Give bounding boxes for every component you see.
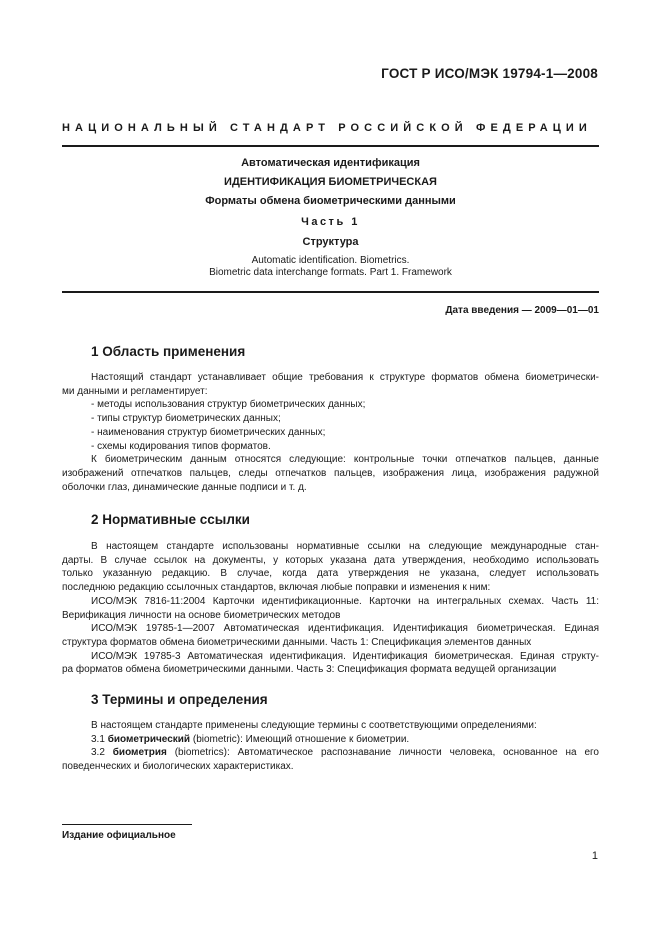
page-number: 1 bbox=[591, 850, 598, 862]
english-title-line-1: Automatic identification. Biometrics. bbox=[251, 255, 410, 266]
english-title-line-2: Biometric data interchange formats. Part 1. Framework bbox=[209, 267, 452, 278]
list-item: - типы структур биометрических данных; bbox=[91, 413, 281, 425]
text-line: Настоящий стандарт устанавливает общие требования к структуре форматов обмена биометрически- bbox=[91, 372, 599, 383]
text-line: В настоящем стандарте применены следующие термины с соответствующими определениями: bbox=[91, 720, 537, 731]
reference-line: ра форматов обмена биометрическими данными. Часть 3: Спецификация формата ведущей организации bbox=[62, 664, 557, 676]
reference-line: структура форматов обмена биометрическими данными. Часть 1: Спецификация элементов данных bbox=[62, 636, 532, 648]
term-definition-text: (biometric): Имеющий отношение к биометрии. bbox=[192, 733, 410, 745]
section-3-body bbox=[62, 719, 599, 774]
list-item: - схемы кодирования типов форматов. bbox=[91, 440, 271, 452]
term-number: 3.1 bbox=[91, 733, 105, 745]
section-2-heading: 2 Нормативные ссылки bbox=[91, 512, 250, 527]
term-definition-continued: поведенческих и биологических характеристиках. bbox=[62, 761, 294, 773]
term-definition bbox=[62, 733, 599, 747]
section-1-heading: 1 Область применения bbox=[91, 344, 246, 359]
text-line: дарты. В случае ссылок на документы, у которых указана дата утверждения, необходимо использовать bbox=[62, 554, 599, 566]
header-rule bbox=[62, 145, 599, 147]
title-subtitle: Структура bbox=[302, 236, 359, 248]
text-line: К биометрическим данным относятся следующие: контрольные точки отпечатков пальцев, данные bbox=[91, 454, 599, 466]
title-part: Часть 1 bbox=[301, 216, 360, 228]
english-title bbox=[62, 255, 599, 279]
text-line: В настоящем стандарте использованы нормативные ссылки на следующие международные стан- bbox=[91, 541, 599, 552]
introduction-date: Дата введения — 2009—01—01 bbox=[445, 305, 599, 316]
reference-line: ИСО/МЭК 19785-1—2007 Автоматическая идентификация. Идентификация биометрическая. Единая bbox=[91, 623, 599, 635]
reference-line: Верификация личности на основе биометрических методов bbox=[62, 609, 341, 621]
title-line-1: Автоматическая идентификация bbox=[241, 157, 420, 169]
official-edition-label: Издание официальное bbox=[62, 830, 176, 841]
text-line: изображений отпечатков пальцев, следы отпечатков пальцев, изображения лица, изображения радужной bbox=[62, 467, 599, 479]
section-2-body bbox=[62, 540, 599, 677]
text-line: оболочки глаз, динамические данные подписи и т. д. bbox=[62, 481, 307, 493]
term-name: биометрия bbox=[112, 747, 167, 759]
document-designation: ГОСТ Р ИСО/МЭК 19794-1—2008 bbox=[381, 66, 598, 81]
term-definition bbox=[62, 746, 599, 760]
title-line-3: Форматы обмена биометрическими данными bbox=[205, 195, 456, 207]
term-number: 3.2 bbox=[91, 747, 105, 759]
list-item: - наименования структур биометрических данных; bbox=[91, 426, 326, 438]
text-line: ми данными и регламентирует: bbox=[62, 385, 208, 397]
title-rule bbox=[62, 291, 599, 293]
section-3-heading: 3 Термины и определения bbox=[91, 692, 268, 707]
term-definition-text: (biometrics): Автоматическое распознавание личности человека, основанное на его bbox=[174, 747, 599, 759]
footer-rule bbox=[62, 824, 192, 825]
reference-line: ИСО/МЭК 7816-11:2004 Карточки идентификационные. Карточки на интегральных схемах. Часть 11: bbox=[91, 595, 599, 607]
reference-line: ИСО/МЭК 19785-3 Автоматическая идентификация. Идентификация биометрическая. Единая структу- bbox=[91, 650, 599, 662]
term-name: биометрический bbox=[107, 733, 191, 745]
national-standard-banner: НАЦИОНАЛЬНЫЙ СТАНДАРТ РОССИЙСКОЙ ФЕДЕРАЦИИ bbox=[62, 122, 592, 134]
text-line: последнюю редакцию ссылочных стандартов, включая любые поправки и изменения к ним: bbox=[62, 582, 491, 594]
list-item: - методы использования структур биометрических данных; bbox=[91, 399, 366, 411]
title-line-2: ИДЕНТИФИКАЦИЯ БИОМЕТРИЧЕСКАЯ bbox=[224, 176, 437, 188]
text-line: только указанную редакцию. В случае, когда дата утверждения не указана, следует использовать bbox=[62, 568, 599, 580]
section-1-body bbox=[62, 371, 599, 494]
